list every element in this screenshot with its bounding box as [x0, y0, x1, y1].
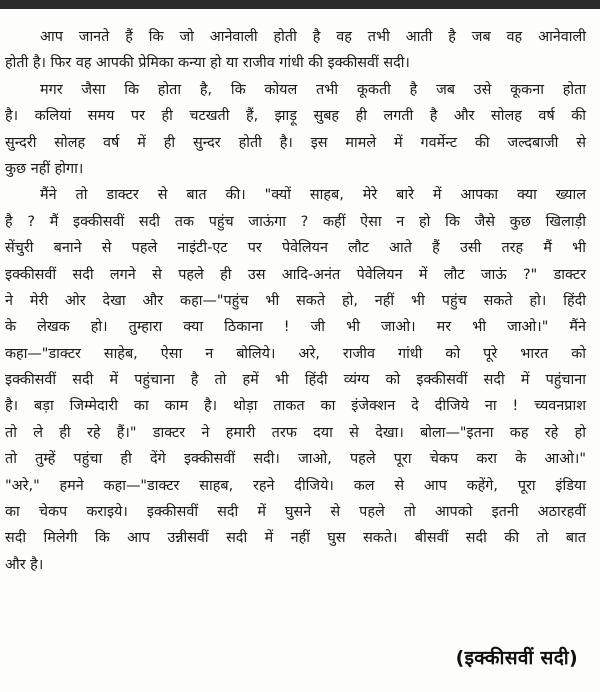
- text-body: [0, 24, 600, 578]
- source-title: (इक्कीसवीं सदी): [455, 647, 578, 669]
- text-line: है ? मैं इक्कीसवीं सदी तक पहुंच जाऊंगा ? कहीं ऐसा न हो कि जैसे कुछ खिलाड़ी: [5, 213, 586, 230]
- text-line: "अरे," हमने कहा—"डाक्टर साहब, रहने दीजिये। कल से आप कहेंगे, पूरा इंडिया: [5, 477, 586, 494]
- text-line: का चेकप कराइये। इक्कीसवीं सदी में घुसने से पहले तो आपको इतनी अठारहवीं: [5, 504, 586, 521]
- text-line: तो ले ही रहे हैं।" डाक्टर ने हमारी तरफ दया से देखा। बोला—"इतना कह रहे हो: [5, 424, 586, 441]
- text-line: और है।: [5, 556, 44, 573]
- text-line: है। बड़ा जिम्मेदारी का काम है। थोड़ा ताकत का इंजेक्शन दे दीजिये ना ! च्यवनप्राश: [5, 398, 586, 415]
- text-line: ने मेरी ओर देखा और कहा—"पहुंच भी सकते हो, नहीं भी पहुंच सकते हो। हिंदी: [5, 292, 586, 309]
- text-line: कुछ नहीं होगा।: [5, 160, 84, 177]
- text-line: इक्कीसवीं सदी में पहुंचाना है तो हमें भी हिंदी व्यंग्य को इक्कीसवीं सदी में पहुंचाना: [5, 372, 586, 389]
- text-line: सेंचुरी बनाने से पहले नाइंटी-एट पर पेवेलियन लौट आते हैं उसी तरह मैं भी: [5, 240, 586, 257]
- text-line: होती है। फिर वह आपकी प्रेमिका कन्या हो या राजीव गांधी की इक्कीसवीं सदी।: [5, 55, 410, 72]
- text-line: सुन्दरी सोलह वर्ष में ही सुन्दर होती है। इस मामले में गवर्मेन्ट की जल्दबाजी से: [5, 134, 586, 151]
- text-line: कहा—"डाक्टर साहेब, ऐसा न बोलिये। अरे, राजीव गांधी को पूरे भारत को: [5, 345, 586, 362]
- text-line: सदी मिलेगी कि आप उन्नीसवीं सदी में नहीं घुस सकते। बीसवीं सदी की तो बात: [5, 530, 586, 547]
- text-line: आप जानते हैं कि जो आनेवाली होती है वह तभी आती है जब वह आनेवाली: [40, 29, 586, 45]
- text-line: इक्कीसवीं सदी लगने से पहले ही उस आदि-अनंत पेवेलियन में लौट जाऊं ?" डाक्टर: [5, 266, 586, 283]
- text-line: है। कलियां समय पर ही चटखती हैं, झाड़ू सुबह ही लगती है और सोलह वर्ष की: [5, 108, 586, 125]
- text-line: मैंने तो डाक्टर से बात की। "क्यों साहब, मेरे बारे में आपका क्या ख्याल: [40, 187, 586, 204]
- text-line: तो तुम्हें पहुंचा ही देंगे इक्कीसवीं सदी। जाओ, पहले पूरा चेकप करा के आओ।": [5, 451, 586, 468]
- text-line: मगर जैसा कि होता है, कि कोयल तभी कूकती है जब उसे कूकना होता: [40, 81, 586, 98]
- text-line: के लेखक हो। तुम्हारा क्या ठिकाना ! जी भी जाओ। मर भी जाओ।" मैंने: [5, 319, 586, 336]
- top-border-rule: [0, 0, 600, 9]
